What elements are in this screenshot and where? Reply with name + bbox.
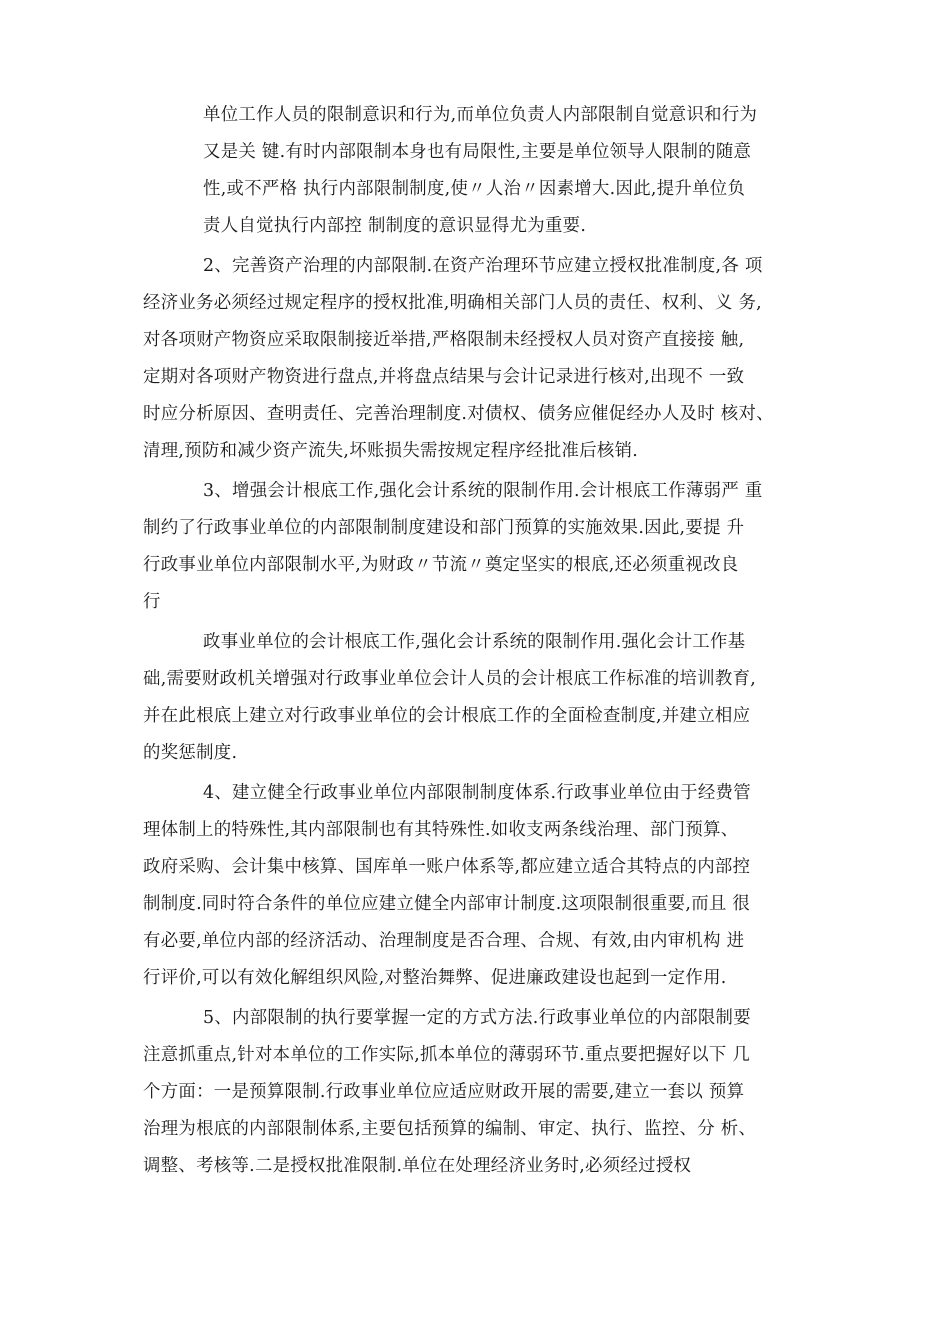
text-line: 经济业务必须经过规定程序的授权批准,明确相关部门人员的责任、权利、义 务, (143, 293, 762, 313)
paragraph-first-line: 2、完善资产治理的内部限制.在资产治理环节应建立授权批准制度,各 项 (203, 256, 763, 276)
text-line: 注意抓重点,针对本单位的工作实际,抓本单位的薄弱环节.重点要把握好以下 几 (143, 1045, 751, 1065)
text-line: 理体制上的特殊性,其内部限制也有其特殊性.如收支两条线治理、部门预算、 (143, 820, 739, 840)
text-line: 制约了行政事业单位的内部限制制度建设和部门预算的实施效果.因此,要提 升 (143, 518, 745, 538)
text-line: 清理,预防和减少资产流失,坏账损失需按规定程序经批准后核销. (143, 441, 639, 461)
text-line: 行政事业单位内部限制水平,为财政〃节流〃奠定坚实的根底,还必须重视改良 (143, 555, 739, 575)
text-line: 制制度.同时符合条件的单位应建立健全内部审计制度.这项限制很重要,而且 很 (143, 894, 751, 914)
text-line: 行评价,可以有效化解组织风险,对整治舞弊、促进廉政建设也起到一定作用. (143, 968, 727, 988)
text-line: 础,需要财政机关增强对行政事业单位会计人员的会计根底工作标准的培训教育, (143, 669, 757, 689)
text-line: 治理为根底的内部限制体系,主要包括预算的编制、审定、执行、监控、分 析、 (143, 1119, 757, 1139)
text-line: 的奖惩制度. (143, 743, 238, 763)
paragraph-first-line: 4、建立健全行政事业单位内部限制制度体系.行政事业单位由于经费管 (203, 783, 751, 803)
text-line: 又是关 键.有时内部限制本身也有局限性,主要是单位领导人限制的随意 (203, 142, 752, 162)
paragraph-first-line: 3、增强会计根底工作,强化会计系统的限制作用.会计根底工作薄弱严 重 (203, 481, 763, 501)
paragraph-first-line: 5、内部限制的执行要掌握一定的方式方法.行政事业单位的内部限制要 (203, 1008, 751, 1028)
text-line: 并在此根底上建立对行政事业单位的会计根底工作的全面检查制度,并建立相应 (143, 706, 751, 726)
text-line: 性,或不严格 执行内部限制制度,使〃人治〃因素增大.因此,提升单位负 (203, 179, 746, 199)
text-line: 定期对各项财产物资进行盘点,并将盘点结果与会计记录进行核对,出现不 一致 (143, 367, 745, 387)
text-line: 责人自觉执行内部控 制制度的意识显得尤为重要. (203, 216, 587, 236)
text-line: 个方面：一是预算限制.行政事业单位应适应财政开展的需要,建立一套以 预算 (143, 1082, 745, 1102)
text-line: 政府采购、会计集中核算、国库单一账户体系等,都应建立适合其特点的内部控 (143, 857, 751, 877)
text-line: 单位工作人员的限制意识和行为,而单位负责人内部限制自觉意识和行为 (203, 105, 758, 125)
text-line: 时应分析原因、查明责任、完善治理制度.对债权、债务应催促经办人及时 核对、 (143, 404, 774, 424)
text-line: 行 (143, 592, 161, 612)
paragraph-first-line: 政事业单位的会计根底工作,强化会计系统的限制作用.强化会计工作基 (203, 632, 746, 652)
text-line: 有必要,单位内部的经济活动、治理制度是否合理、合规、有效,由内审机构 进 (143, 931, 745, 951)
text-line: 对各项财产物资应采取限制接近举措,严格限制未经授权人员对资产直接接 触, (143, 330, 745, 350)
text-line: 调整、考核等.二是授权批准限制.单位在处理经济业务时,必须经过授权 (143, 1156, 692, 1176)
